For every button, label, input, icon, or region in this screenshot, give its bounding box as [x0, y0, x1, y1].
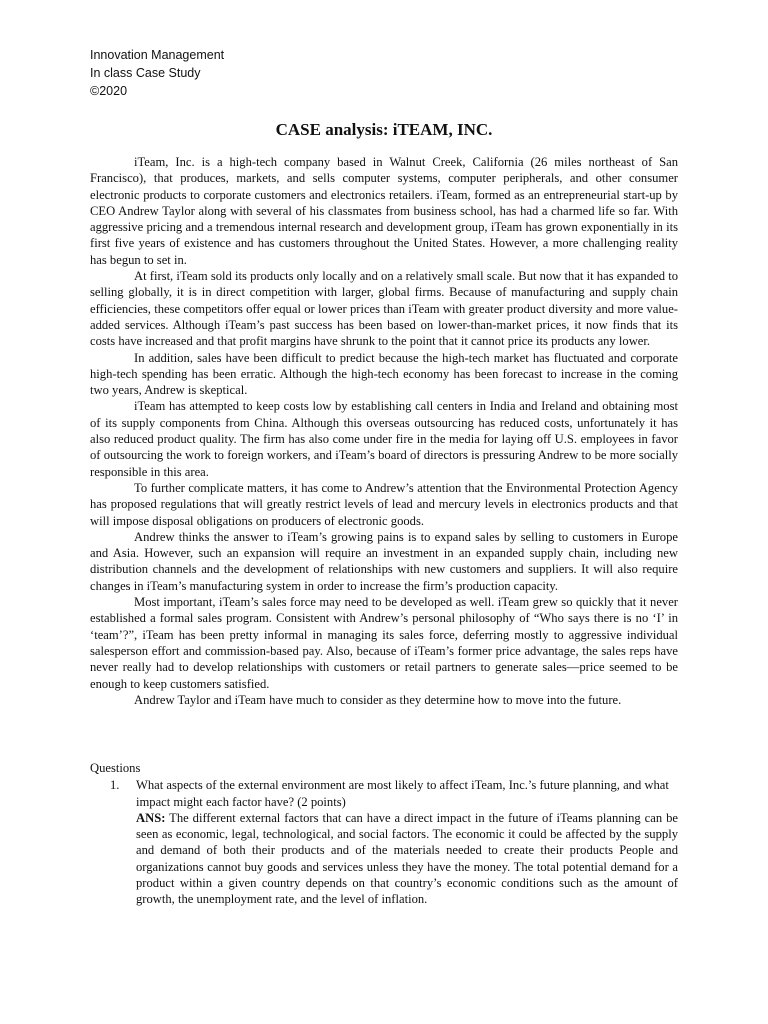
questions-section — [90, 760, 678, 908]
case-paragraph: iTeam has attempted to keep costs low by establishing call centers in India and Ireland and obtaining most of its supply components from China. Although this overseas outsourcing has reduced costs, unfortunately it has also reduced product quality. The firm has also come under fire in the media for laying off U.S. employees in favor of outsourcing the work to foreign workers, and iTeam’s board of directors is pressuring Andrew to be more socially responsible in this area. — [90, 399, 678, 479]
case-paragraph: To further complicate matters, it has come to Andrew’s attention that the Environmental Protection Agency has proposed regulations that will greatly restrict levels of lead and mercury levels in electronics products and that will impose disposal obligations on producers of electronic goods. — [90, 480, 678, 528]
case-body — [90, 154, 678, 708]
copyright-year: ©2020 — [90, 84, 128, 98]
answer-label: ANS: — [136, 810, 166, 825]
case-paragraph: Andrew Taylor and iTeam have much to consider as they determine how to move into the future. — [134, 692, 622, 707]
question-number: 1. — [110, 778, 120, 793]
case-paragraph: Most important, iTeam’s sales force may need to be developed as well. iTeam grew so quickly that it never established a formal sales program. Consistent with Andrew’s personal philosophy of “Who says there is no ‘I’ in ‘team’?”, iTeam has been pretty informal in managing its sales force, deferring mostly to aggressive individual salesperson effort and commission-based pay. Also, because of iTeam’s former price advantage, the sales reps have never really had to develop relationships with customers or retail partners to generate sales—price seemed to be enough to keep customers satisfied. — [90, 595, 678, 691]
question-text: What aspects of the external environment are most likely to affect iTeam, Inc.’s future planning, and what impact might each factor have? (2 points) — [136, 778, 669, 809]
answer-text: The different external factors that can have a direct impact in the future of iTeams planning can be seen as economic, legal, technological, and social factors. The economic it could be affected by the supply and demand of both their products and of the materials needed to create their products People and organizations cannot buy goods and services unless they have the money. The total potential demand for a product within a given country depends on that country’s economic conditions such as the amount of growth, the unemployment rate, and the level of inflation. — [136, 810, 678, 907]
case-paragraph: iTeam, Inc. is a high-tech company based in Walnut Creek, California (26 miles northeast of San Francisco), that produces, markets, and sells computer systems, computer peripherals, and other consumer electronic products to corporate customers and electronics retailers. iTeam, formed as an entrepreneurial start-up by CEO Andrew Taylor along with several of his classmates from business school, has had a charmed life so far. With aggressive pricing and a tremendous internal research and development group, iTeam has grown exponentially in its first five years of existence and has customers throughout the United States. However, a more challenging reality has begun to set in. — [90, 155, 678, 267]
answer-block — [136, 810, 678, 908]
questions-heading: Questions — [90, 761, 141, 775]
case-title: CASE analysis: iTEAM, INC. — [275, 120, 493, 139]
case-paragraph: Andrew thinks the answer to iTeam’s growing pains is to expand sales by selling to customers in Europe and Asia. However, such an expansion will require an investment in an expanded supply chain, including new distribution channels and the development of relationships with new customers and suppliers. It will also require changes in iTeam’s manufacturing system in order to increase the firm’s production capacity. — [90, 529, 678, 593]
case-paragraph: At first, iTeam sold its products only locally and on a relatively small scale. But now that it has expanded to selling globally, it is in direct competition with larger, global firms. Because of manufacturing and supply chain efficiencies, these competitors offer equal or lower prices than iTeam with greater product diversity and more value-added services. Although iTeam’s past success has been based on lower-than-market prices, it now finds that its costs have increased and that profit margins have shrunk to the point that it cannot price its products any lower. — [90, 269, 678, 349]
assignment-type: In class Case Study — [90, 66, 201, 80]
document-header — [90, 46, 224, 100]
case-paragraph: In addition, sales have been difficult to predict because the high-tech market has fluctuated and corporate high-tech spending has been erratic. Although the high-tech economy has been forecast to increase in the coming two years, Andrew is skeptical. — [90, 350, 678, 398]
course-name: Innovation Management — [90, 48, 225, 62]
question-item — [90, 777, 678, 907]
